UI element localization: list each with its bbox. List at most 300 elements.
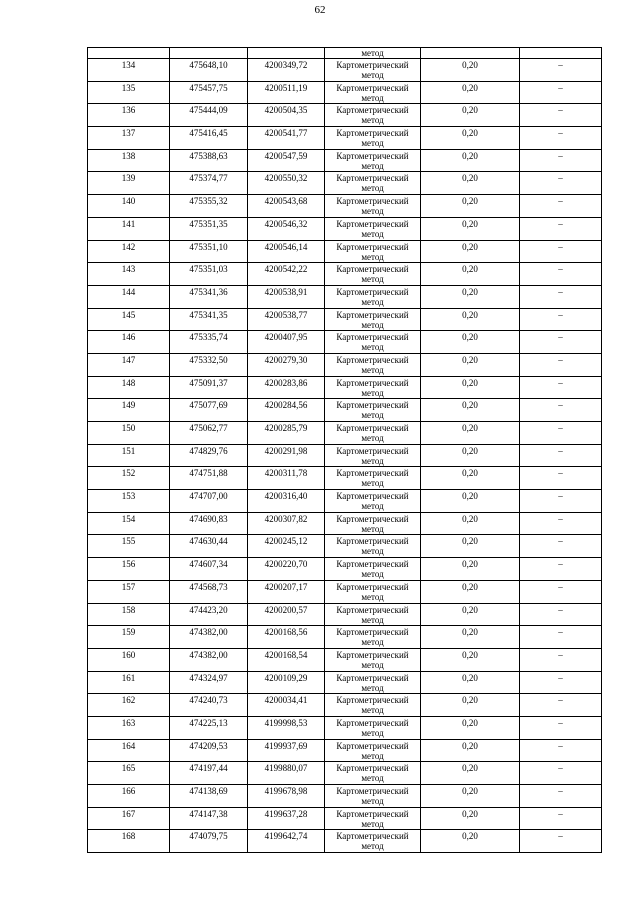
- point-number: 167: [121, 808, 136, 819]
- cell-number: [88, 762, 170, 785]
- cell-number: [88, 172, 170, 195]
- point-number: 139: [121, 173, 136, 184]
- point-number: 138: [121, 150, 136, 161]
- note-value: –: [558, 423, 563, 433]
- point-number: 158: [121, 604, 136, 615]
- coordinate-x: 475444,09: [189, 105, 228, 116]
- point-number: 153: [121, 491, 136, 502]
- error-value: 0,20: [462, 513, 478, 524]
- note-value: –: [558, 60, 563, 70]
- coordinate-y: 4200546,14: [264, 241, 308, 252]
- cell-method: [325, 353, 421, 376]
- method-line-2: метод: [361, 773, 384, 784]
- cell-number: [88, 263, 170, 286]
- coordinate-x: 474829,76: [189, 445, 228, 456]
- table-row: [88, 263, 602, 286]
- method-line-2: метод: [361, 614, 384, 625]
- point-number: 136: [121, 105, 136, 116]
- coordinate-x: 475341,35: [189, 309, 228, 320]
- cell-y: [248, 535, 325, 558]
- table-row: [88, 376, 602, 399]
- note-value: –: [558, 218, 563, 229]
- coordinate-x: 475335,74: [189, 332, 228, 343]
- cell-method: [325, 240, 421, 263]
- error-value: 0,20: [462, 717, 478, 728]
- method-line-1: Картометрический: [336, 581, 409, 592]
- error-value: 0,20: [462, 581, 478, 592]
- method-line-2: метод: [361, 206, 384, 217]
- method-line-1: Картометрический: [336, 627, 409, 638]
- cell-error: [421, 580, 520, 603]
- method-line-1: Картометрический: [336, 468, 409, 479]
- cell-error: [421, 104, 520, 127]
- cell-y: [248, 172, 325, 195]
- method-line-1: Картометрический: [336, 150, 409, 161]
- method-line-2: метод: [361, 750, 384, 761]
- cell-note: [520, 535, 602, 558]
- coordinate-x: 474568,73: [189, 581, 228, 592]
- cell-error: [421, 353, 520, 376]
- coordinate-y: 4200542,22: [264, 264, 308, 275]
- note-value: –: [558, 173, 563, 184]
- table-row: [88, 490, 602, 513]
- point-number: 162: [121, 695, 136, 706]
- method-line-2: метод: [361, 546, 384, 557]
- note-value: –: [558, 581, 563, 592]
- error-value: 0,20: [462, 264, 478, 275]
- table-row: [88, 648, 602, 671]
- cell-x: [170, 422, 248, 445]
- coordinate-x: 474382,00: [189, 627, 228, 638]
- cell-error: [421, 331, 520, 354]
- method-line-2: метод: [361, 727, 384, 738]
- cell-number: [88, 331, 170, 354]
- coordinate-y: 4200311,78: [264, 468, 308, 479]
- cell-error: [421, 671, 520, 694]
- coordinate-y: 4199937,69: [264, 740, 308, 751]
- cell-y: [248, 285, 325, 308]
- point-number: 157: [121, 581, 136, 592]
- coordinate-x: 475077,69: [189, 400, 228, 411]
- note-value: –: [558, 377, 563, 388]
- cell-number: [88, 81, 170, 104]
- note-value: –: [558, 105, 563, 116]
- cell-y: [248, 422, 325, 445]
- coordinate-y: 4200307,82: [264, 513, 308, 524]
- coordinate-y: 4200109,29: [264, 672, 308, 683]
- cell-method: [325, 217, 421, 240]
- cell-method: [325, 399, 421, 422]
- coordinate-x: 474079,75: [189, 831, 228, 842]
- cell-y: [248, 762, 325, 785]
- cell-note: [520, 467, 602, 490]
- note-value: –: [558, 128, 563, 139]
- cell-number: [88, 399, 170, 422]
- method-line-1: Картометрический: [336, 354, 409, 365]
- cell-error: [421, 240, 520, 263]
- cell-y: [248, 671, 325, 694]
- coordinate-x: 474382,00: [189, 649, 228, 660]
- cell-y: [248, 104, 325, 127]
- cell-method: [325, 807, 421, 830]
- cell-x: [170, 172, 248, 195]
- cell-number: [88, 830, 170, 853]
- table-row: [88, 217, 602, 240]
- coordinate-x: 475091,37: [189, 377, 228, 388]
- cell-number: [88, 490, 170, 513]
- cell-x: [170, 648, 248, 671]
- coordinate-x: 474690,83: [189, 513, 228, 524]
- cell-error: [421, 172, 520, 195]
- table-row: [88, 671, 602, 694]
- cell-number: [88, 626, 170, 649]
- table-row: [88, 694, 602, 717]
- note-value: –: [558, 672, 563, 683]
- table-row: [88, 149, 602, 172]
- point-number: 156: [121, 559, 136, 570]
- coordinate-y: 4200407,95: [264, 332, 308, 343]
- method-line-1: Картометрический: [336, 763, 409, 774]
- cell-x: [170, 830, 248, 853]
- table-row: [88, 104, 602, 127]
- coordinate-x: 475332,50: [189, 354, 228, 365]
- cell-error: [421, 603, 520, 626]
- method-line-2: метод: [361, 523, 384, 534]
- cell-x: [170, 739, 248, 762]
- cell-note: [520, 580, 602, 603]
- table-row: [88, 127, 602, 150]
- method-line-2: метод: [361, 342, 384, 353]
- point-number: 164: [121, 740, 136, 751]
- cell-method: [325, 512, 421, 535]
- cell-error: [421, 739, 520, 762]
- cell-y: [248, 376, 325, 399]
- method-line-2: метод: [361, 682, 384, 693]
- cell-error: [421, 195, 520, 218]
- cell-method: [325, 830, 421, 853]
- coordinate-y: 4200200,57: [264, 604, 308, 615]
- note-value: –: [558, 196, 563, 207]
- cell-y: [248, 263, 325, 286]
- error-value: 0,20: [462, 445, 478, 456]
- cell-method: [325, 785, 421, 808]
- point-number: 144: [121, 286, 136, 297]
- cell-note: [520, 830, 602, 853]
- coordinate-y: 4200543,68: [264, 196, 308, 207]
- cell-x: [170, 490, 248, 513]
- cell-method: [325, 422, 421, 445]
- coordinate-y: 4200285,79: [264, 423, 308, 433]
- cell-number: [88, 240, 170, 263]
- cell-number: [88, 648, 170, 671]
- cell-error: [421, 81, 520, 104]
- error-value: 0,20: [462, 604, 478, 615]
- cell-method: [325, 308, 421, 331]
- error-value: 0,20: [462, 60, 478, 70]
- cell-y: [248, 558, 325, 581]
- cell-method: [325, 149, 421, 172]
- cell-x: [170, 580, 248, 603]
- cell-method: [325, 285, 421, 308]
- cell-method: [325, 716, 421, 739]
- method-line-2: метод: [361, 569, 384, 580]
- cell-note: [520, 81, 602, 104]
- cell-error: [421, 785, 520, 808]
- point-number: 137: [121, 128, 136, 139]
- error-value: 0,20: [462, 173, 478, 184]
- note-value: –: [558, 604, 563, 615]
- cell-error: [421, 648, 520, 671]
- cell-y: [248, 739, 325, 762]
- page-number: 62: [314, 4, 326, 16]
- method-line-2: метод: [361, 92, 384, 103]
- method-line-1: Картометрический: [336, 513, 409, 524]
- note-value: –: [558, 559, 563, 570]
- note-value: –: [558, 831, 563, 842]
- method-line-2: метод: [361, 659, 384, 670]
- cell-x: [170, 535, 248, 558]
- error-value: 0,20: [462, 105, 478, 116]
- cell-x: [170, 81, 248, 104]
- note-value: –: [558, 468, 563, 479]
- cell-x: [170, 558, 248, 581]
- cell-number: [88, 671, 170, 694]
- cell-note: [520, 285, 602, 308]
- cell-note: [520, 671, 602, 694]
- cell-number: [88, 512, 170, 535]
- method-line-2: метод: [361, 296, 384, 307]
- cell-y: [248, 59, 325, 82]
- note-value: –: [558, 82, 563, 93]
- table-row: [88, 399, 602, 422]
- method-line-2: метод: [361, 818, 384, 829]
- error-value: 0,20: [462, 377, 478, 388]
- coordinate-x: 474751,88: [189, 468, 228, 479]
- cell-number: [88, 285, 170, 308]
- cell-y: [248, 149, 325, 172]
- method-line-1: Картометрический: [336, 286, 409, 297]
- table-body: [88, 48, 602, 853]
- cell-x: [170, 59, 248, 82]
- method-line-2: метод: [361, 251, 384, 262]
- cell-note: [520, 149, 602, 172]
- table-row: [88, 762, 602, 785]
- cell-number: [88, 104, 170, 127]
- method-line-2: метод: [361, 364, 384, 375]
- cell-error: [421, 762, 520, 785]
- coordinate-x: 475351,35: [189, 218, 228, 229]
- coordinate-y: 4200511,19: [264, 82, 308, 93]
- note-value: –: [558, 786, 563, 796]
- cell-method: [325, 195, 421, 218]
- table-row: [88, 739, 602, 762]
- cell-note: [520, 240, 602, 263]
- cell-note: [520, 59, 602, 82]
- table-row: [88, 558, 602, 581]
- coordinate-x: 475341,36: [189, 286, 228, 297]
- coordinate-x: 475355,32: [189, 196, 228, 207]
- error-value: 0,20: [462, 309, 478, 320]
- method-line-2: метод: [361, 160, 384, 171]
- coordinate-y: 4199637,28: [264, 808, 308, 819]
- method-line-2: метод: [361, 637, 384, 648]
- cell-method: [325, 739, 421, 762]
- table-row: [88, 240, 602, 263]
- point-number: 161: [121, 672, 136, 683]
- note-value: –: [558, 627, 563, 638]
- method-line-1: Картометрический: [336, 491, 409, 502]
- cell-y: [248, 603, 325, 626]
- method-line-2: метод: [361, 183, 384, 194]
- cell-error: [421, 48, 520, 59]
- point-number: 143: [121, 264, 136, 275]
- point-number: 163: [121, 717, 136, 728]
- cell-x: [170, 240, 248, 263]
- note-value: –: [558, 241, 563, 252]
- cell-note: [520, 558, 602, 581]
- coordinate-y: 4200168,54: [264, 649, 308, 660]
- method-line-1: Картометрический: [336, 105, 409, 116]
- table-row: [88, 59, 602, 82]
- coordinate-y: 4200316,40: [264, 491, 308, 502]
- method-line-2: метод: [361, 796, 384, 806]
- error-value: 0,20: [462, 695, 478, 706]
- coordinate-x: 475351,03: [189, 264, 228, 275]
- method-line-1: Картометрический: [336, 559, 409, 570]
- point-number: 152: [121, 468, 136, 479]
- cell-y: [248, 716, 325, 739]
- cell-number: [88, 467, 170, 490]
- error-value: 0,20: [462, 423, 478, 433]
- cell-error: [421, 716, 520, 739]
- note-value: –: [558, 536, 563, 547]
- coordinate-y: 4200034,41: [264, 695, 308, 706]
- coordinate-y: 4199998,53: [264, 717, 308, 728]
- coordinate-x: 474240,73: [189, 695, 228, 706]
- method-line-1: Картометрический: [336, 173, 409, 184]
- cell-method: [325, 444, 421, 467]
- cell-number: [88, 785, 170, 808]
- cell-number: [88, 195, 170, 218]
- method-line-1: Картометрический: [336, 786, 409, 796]
- cell-note: [520, 694, 602, 717]
- coordinate-x: 474197,44: [189, 763, 228, 774]
- coordinates-table: [87, 47, 602, 853]
- cell-method: метод: [325, 48, 421, 59]
- point-number: 166: [121, 786, 136, 796]
- cell-method: [325, 331, 421, 354]
- coordinate-x: 474209,53: [189, 740, 228, 751]
- table-row: [88, 467, 602, 490]
- cell-x: [170, 149, 248, 172]
- method-line-1: Картометрический: [336, 377, 409, 388]
- cell-x: [170, 671, 248, 694]
- coordinate-x: 475388,63: [189, 150, 228, 161]
- note-value: –: [558, 491, 563, 502]
- point-number: 159: [121, 627, 136, 638]
- cell-y: [248, 694, 325, 717]
- method-line-1: Картометрический: [336, 218, 409, 229]
- cell-number: [88, 422, 170, 445]
- cell-note: [520, 716, 602, 739]
- coordinate-y: 4200547,59: [264, 150, 308, 161]
- coordinate-x: 474423,20: [189, 604, 228, 615]
- cell-y: [248, 331, 325, 354]
- cell-method: [325, 558, 421, 581]
- cell-error: [421, 807, 520, 830]
- cell-error: [421, 376, 520, 399]
- coordinate-x: 475648,10: [189, 60, 228, 70]
- note-value: –: [558, 513, 563, 524]
- coordinate-y: 4200550,32: [264, 173, 308, 184]
- cell-x: [170, 217, 248, 240]
- cell-x: [170, 762, 248, 785]
- table-row: [88, 331, 602, 354]
- cell-note: [520, 104, 602, 127]
- error-value: 0,20: [462, 400, 478, 411]
- cell-error: [421, 285, 520, 308]
- method-line-1: Картометрический: [336, 604, 409, 615]
- note-value: –: [558, 445, 563, 456]
- error-value: 0,20: [462, 831, 478, 842]
- cell-note: [520, 48, 602, 59]
- cell-error: [421, 263, 520, 286]
- cell-note: [520, 626, 602, 649]
- cell-method: [325, 762, 421, 785]
- cell-error: [421, 558, 520, 581]
- cell-y: [248, 490, 325, 513]
- cell-number: [88, 127, 170, 150]
- method-line-1: Картометрический: [336, 695, 409, 706]
- cell-method: [325, 626, 421, 649]
- coordinate-x: 475416,45: [189, 128, 228, 139]
- continuation-row: [88, 48, 602, 59]
- cell-y: [248, 81, 325, 104]
- point-number: 147: [121, 354, 136, 365]
- error-value: 0,20: [462, 627, 478, 638]
- cell-note: [520, 353, 602, 376]
- point-number: 145: [121, 309, 136, 320]
- cell-number: [88, 558, 170, 581]
- error-value: 0,20: [462, 332, 478, 343]
- error-value: 0,20: [462, 740, 478, 751]
- method-line-2: метод: [361, 228, 384, 239]
- error-value: 0,20: [462, 491, 478, 502]
- cell-note: [520, 603, 602, 626]
- cell-method: [325, 467, 421, 490]
- cell-note: [520, 172, 602, 195]
- error-value: 0,20: [462, 82, 478, 93]
- cell-note: [520, 263, 602, 286]
- coordinate-x: 474147,38: [189, 808, 228, 819]
- cell-number: [88, 308, 170, 331]
- table-row: [88, 308, 602, 331]
- cell-y: [248, 195, 325, 218]
- cell-x: [170, 807, 248, 830]
- cell-x: [170, 626, 248, 649]
- cell-number: [88, 807, 170, 830]
- point-number: 168: [121, 831, 136, 842]
- cell-number: [88, 603, 170, 626]
- cell-y: [248, 512, 325, 535]
- note-value: –: [558, 309, 563, 320]
- cell-note: [520, 648, 602, 671]
- cell-y: [248, 648, 325, 671]
- cell-method: [325, 104, 421, 127]
- coordinate-y: 4200291,98: [264, 445, 308, 456]
- cell-x: [170, 716, 248, 739]
- coordinate-y: 4200541,77: [264, 128, 308, 139]
